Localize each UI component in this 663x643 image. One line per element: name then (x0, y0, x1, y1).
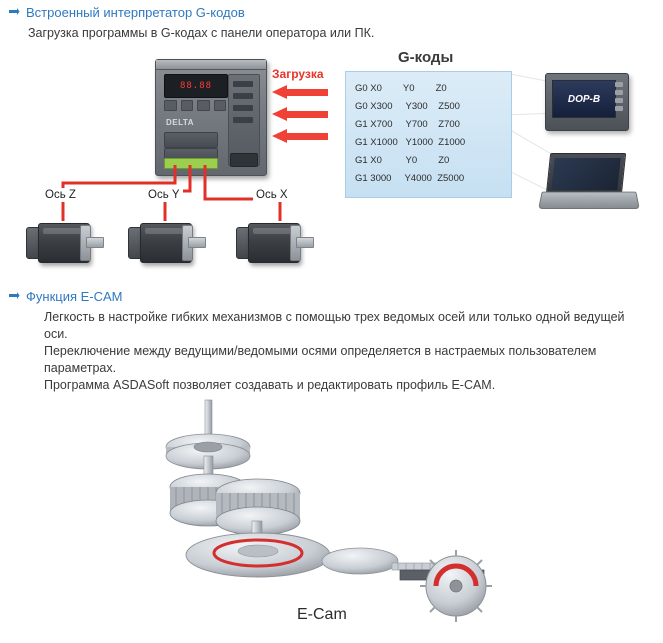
drive-slot-1 (233, 81, 253, 87)
bullet-arrow-icon (8, 7, 20, 19)
ecam-desc-line-3: Программа ASDASoft позволяет создавать и редактировать профиль E-CAM. (44, 378, 496, 392)
ecam-illustration (0, 395, 663, 638)
hmi-key-4[interactable] (615, 106, 623, 111)
gcode-panel-title: G-коды (398, 49, 454, 66)
drive-button-3[interactable] (197, 100, 210, 111)
drive-button-1[interactable] (164, 100, 177, 111)
drive-top-cap (156, 60, 266, 70)
drive-slot-2 (233, 93, 253, 99)
drive-buttons[interactable] (164, 100, 226, 110)
hmi-key-1[interactable] (615, 82, 623, 87)
section-description-gcode: Загрузка программы в G-кодах с панели оператора или ПК. (28, 26, 375, 40)
drive-slot-4 (233, 117, 253, 123)
hmi-operator-panel (545, 73, 629, 131)
section-title-text: Встроенный интерпретатор G-кодов (26, 5, 245, 20)
upload-label: Загрузка (272, 67, 324, 81)
section-title-text: Функция E-CAM (26, 289, 123, 304)
gcode-panel (345, 71, 512, 198)
ecam-desc-line-2: Переключение между ведущими/ведомыми осями определяется в настраемых пользователем параметрах. (44, 344, 597, 375)
laptop-keyboard-base (538, 192, 640, 209)
upload-arrow-3 (272, 129, 328, 143)
servo-motor-z (22, 217, 104, 267)
ecam-cam-wheel (420, 550, 492, 622)
drive-brand-label: DELTA (166, 118, 194, 127)
section-description-ecam (44, 309, 644, 394)
gcode-line-2: G0 X300 Y300 Z500 (355, 101, 460, 112)
servo-drive-unit (155, 59, 267, 176)
drive-vent-1 (164, 132, 218, 148)
laptop-screen (551, 158, 620, 190)
hmi-function-keys[interactable] (615, 82, 623, 114)
gcode-line-3: G1 X700 Y700 Z700 (355, 119, 460, 130)
gcode-line-5: G1 X0 Y0 Z0 (355, 155, 450, 166)
ecam-follower-plate (322, 548, 398, 574)
drive-button-4[interactable] (214, 100, 227, 111)
hmi-screen (552, 80, 616, 118)
hmi-key-2[interactable] (615, 90, 623, 95)
drive-display-value: 88.88 (179, 81, 213, 91)
ecam-desc-line-1: Легкость в настройке гибких механизмов с помощью трех ведомых осей или только одной ведущей оси. (44, 310, 625, 341)
axis-label-z: Ось Z (42, 188, 79, 202)
gcode-line-6: G1 3000 Y4000 Z5000 (355, 173, 465, 184)
axis-label-x: Ось X (253, 188, 291, 202)
drive-button-2[interactable] (181, 100, 194, 111)
ecam-base-plate (186, 533, 330, 577)
servo-motor-x (232, 217, 314, 267)
hmi-brand-label: DOP-B (567, 93, 601, 105)
upload-arrow-2 (272, 107, 328, 121)
gcode-line-4: G1 X1000 Y1000 Z1000 (355, 137, 466, 148)
axis-label-y: Ось Y (145, 188, 183, 202)
diagram-gcode-system (0, 45, 663, 285)
diagram-ecam-mechanism (0, 395, 663, 638)
hmi-key-3[interactable] (615, 98, 623, 103)
laptop-lid (546, 153, 626, 195)
bullet-arrow-icon (8, 291, 20, 303)
laptop-pc (540, 153, 636, 215)
gcode-line-1: G0 X0 Y0 Z0 (355, 83, 447, 94)
ecam-caption: E-Cam (297, 606, 347, 623)
upload-arrow-1 (272, 85, 328, 99)
section-heading-ecam (8, 289, 123, 305)
servo-motor-y (124, 217, 206, 267)
section-heading-gcode (8, 5, 245, 21)
drive-slot-3 (233, 105, 253, 111)
drive-display (164, 74, 228, 98)
